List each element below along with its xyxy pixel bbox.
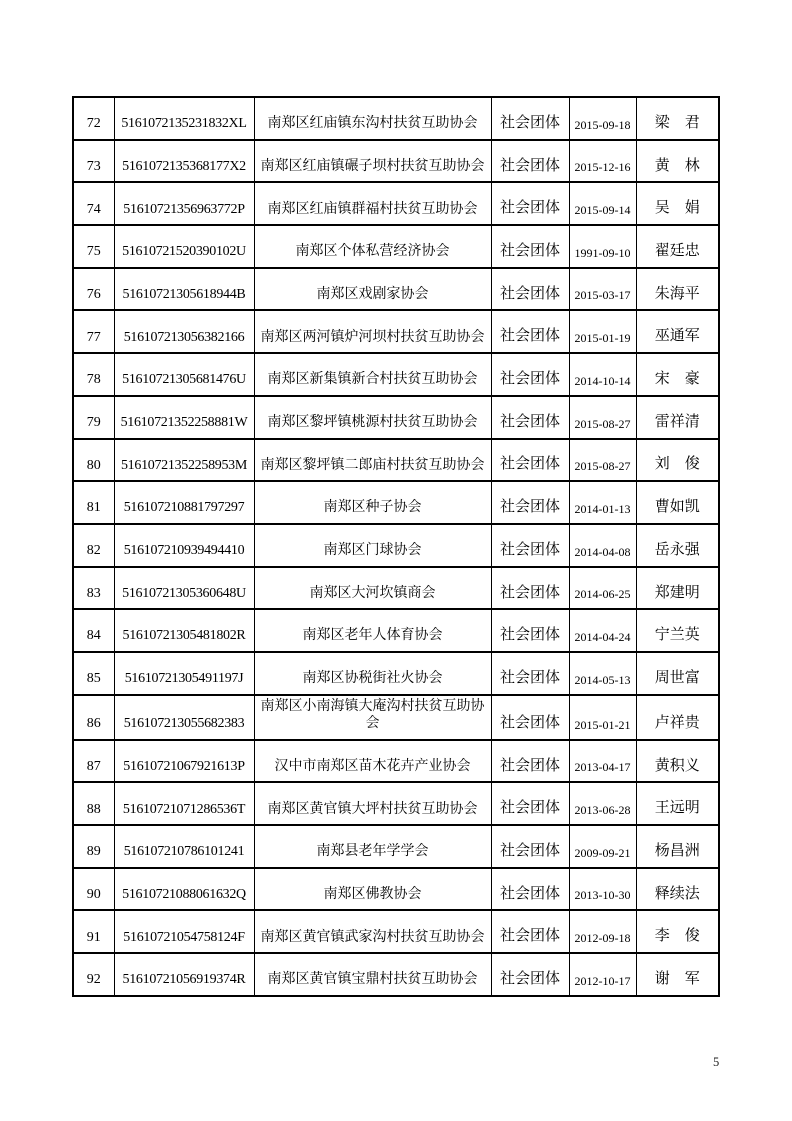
cell-index: 92: [73, 953, 114, 996]
cell-name: 南郑区黎坪镇桃源村扶贫互助协会: [254, 396, 491, 439]
cell-type: 社会团体: [491, 868, 569, 911]
cell-index: 84: [73, 609, 114, 652]
registry-table-body: [73, 97, 719, 996]
table-row: [73, 524, 719, 567]
cell-type: 社会团体: [491, 782, 569, 825]
table-row: [73, 310, 719, 353]
cell-index: 86: [73, 695, 114, 740]
cell-date: 2014-06-25: [569, 567, 636, 610]
cell-type: 社会团体: [491, 825, 569, 868]
cell-index: 87: [73, 740, 114, 783]
cell-person: 巫通军: [636, 310, 719, 353]
cell-code: 51610721067921613P: [114, 740, 254, 783]
cell-name: 南郑区佛教协会: [254, 868, 491, 911]
cell-type: 社会团体: [491, 182, 569, 225]
cell-code: 516107213055682383: [114, 695, 254, 740]
cell-date: 2014-05-13: [569, 652, 636, 695]
cell-date: 2015-01-19: [569, 310, 636, 353]
cell-name: 南郑区黄官镇武家沟村扶贫互助协会: [254, 910, 491, 953]
cell-person: 王远明: [636, 782, 719, 825]
table-row: [73, 97, 719, 140]
cell-date: 2015-09-14: [569, 182, 636, 225]
cell-name: 南郑区老年人体育协会: [254, 609, 491, 652]
cell-type: 社会团体: [491, 310, 569, 353]
cell-name: 南郑区小南海镇大庵沟村扶贫互助协会: [254, 695, 491, 740]
cell-code: 51610721056919374R: [114, 953, 254, 996]
table-row: [73, 396, 719, 439]
table-row: [73, 953, 719, 996]
cell-code: 51610721520390102U: [114, 225, 254, 268]
cell-name: 南郑区红庙镇东沟村扶贫互助协会: [254, 97, 491, 140]
cell-person: 梁 君: [636, 97, 719, 140]
cell-type: 社会团体: [491, 695, 569, 740]
cell-code: 51610721305681476U: [114, 353, 254, 396]
cell-type: 社会团体: [491, 481, 569, 524]
cell-date: 2015-01-21: [569, 695, 636, 740]
cell-date: 1991-09-10: [569, 225, 636, 268]
table-row: [73, 782, 719, 825]
cell-name: 南郑县老年学学会: [254, 825, 491, 868]
cell-code: 51610721305491197J: [114, 652, 254, 695]
table-row: [73, 652, 719, 695]
cell-code: 51610721356963772P: [114, 182, 254, 225]
cell-name: 南郑区门球协会: [254, 524, 491, 567]
cell-code: 516107210939494410: [114, 524, 254, 567]
cell-type: 社会团体: [491, 439, 569, 482]
cell-name: 南郑区黎坪镇二郎庙村扶贫互助协会: [254, 439, 491, 482]
cell-person: 翟廷忠: [636, 225, 719, 268]
cell-index: 72: [73, 97, 114, 140]
table-row: [73, 225, 719, 268]
cell-name: 南郑区新集镇新合村扶贫互助协会: [254, 353, 491, 396]
table-row: [73, 481, 719, 524]
cell-index: 79: [73, 396, 114, 439]
cell-person: 宋 豪: [636, 353, 719, 396]
cell-name: 南郑区红庙镇碾子坝村扶贫互助协会: [254, 140, 491, 183]
cell-person: 刘 俊: [636, 439, 719, 482]
table-row: [73, 439, 719, 482]
cell-name: 南郑区黄官镇宝鼎村扶贫互助协会: [254, 953, 491, 996]
table-row: [73, 695, 719, 740]
cell-type: 社会团体: [491, 140, 569, 183]
table-row: [73, 353, 719, 396]
table-row: [73, 825, 719, 868]
cell-index: 76: [73, 268, 114, 311]
cell-name: 南郑区戏剧家协会: [254, 268, 491, 311]
cell-person: 卢祥贵: [636, 695, 719, 740]
cell-index: 77: [73, 310, 114, 353]
cell-name: 南郑区种子协会: [254, 481, 491, 524]
cell-code: 51610721352258881W: [114, 396, 254, 439]
cell-index: 74: [73, 182, 114, 225]
table-row: [73, 140, 719, 183]
cell-index: 73: [73, 140, 114, 183]
cell-index: 75: [73, 225, 114, 268]
table-row: [73, 268, 719, 311]
cell-type: 社会团体: [491, 652, 569, 695]
cell-code: 516107210881797297: [114, 481, 254, 524]
cell-index: 82: [73, 524, 114, 567]
cell-code: 5161072135231832XL: [114, 97, 254, 140]
cell-index: 78: [73, 353, 114, 396]
cell-type: 社会团体: [491, 953, 569, 996]
cell-type: 社会团体: [491, 97, 569, 140]
cell-date: 2014-04-24: [569, 609, 636, 652]
cell-name: 汉中市南郑区苗木花卉产业协会: [254, 740, 491, 783]
cell-type: 社会团体: [491, 268, 569, 311]
cell-code: 51610721305481802R: [114, 609, 254, 652]
page-number: 5: [713, 1055, 720, 1069]
cell-person: 郑建明: [636, 567, 719, 610]
cell-date: 2012-10-17: [569, 953, 636, 996]
registration-table: [72, 96, 720, 997]
cell-index: 81: [73, 481, 114, 524]
cell-type: 社会团体: [491, 353, 569, 396]
cell-index: 85: [73, 652, 114, 695]
table-row: [73, 567, 719, 610]
table-row: [73, 182, 719, 225]
cell-person: 岳永强: [636, 524, 719, 567]
cell-date: 2015-12-16: [569, 140, 636, 183]
cell-name: 南郑区两河镇炉河坝村扶贫互助协会: [254, 310, 491, 353]
cell-index: 80: [73, 439, 114, 482]
cell-person: 释续法: [636, 868, 719, 911]
cell-code: 516107210786101241: [114, 825, 254, 868]
cell-index: 89: [73, 825, 114, 868]
cell-person: 朱海平: [636, 268, 719, 311]
cell-date: 2009-09-21: [569, 825, 636, 868]
cell-date: 2015-09-18: [569, 97, 636, 140]
cell-date: 2013-10-30: [569, 868, 636, 911]
cell-type: 社会团体: [491, 225, 569, 268]
cell-type: 社会团体: [491, 396, 569, 439]
cell-date: 2015-08-27: [569, 396, 636, 439]
cell-person: 宁兰英: [636, 609, 719, 652]
cell-index: 91: [73, 910, 114, 953]
table-row: [73, 868, 719, 911]
cell-date: 2015-03-17: [569, 268, 636, 311]
cell-person: 黄 林: [636, 140, 719, 183]
cell-index: 90: [73, 868, 114, 911]
cell-date: 2014-04-08: [569, 524, 636, 567]
cell-date: 2013-06-28: [569, 782, 636, 825]
cell-code: 51610721054758124F: [114, 910, 254, 953]
cell-person: 李 俊: [636, 910, 719, 953]
cell-type: 社会团体: [491, 524, 569, 567]
cell-person: 周世富: [636, 652, 719, 695]
cell-person: 杨昌洲: [636, 825, 719, 868]
cell-date: 2015-08-27: [569, 439, 636, 482]
cell-date: 2012-09-18: [569, 910, 636, 953]
cell-person: 吴 娟: [636, 182, 719, 225]
cell-code: 51610721088061632Q: [114, 868, 254, 911]
cell-index: 83: [73, 567, 114, 610]
table-row: [73, 609, 719, 652]
cell-type: 社会团体: [491, 740, 569, 783]
cell-code: 51610721352258953M: [114, 439, 254, 482]
cell-person: 黄积义: [636, 740, 719, 783]
cell-name: 南郑区大河坎镇商会: [254, 567, 491, 610]
cell-name: 南郑区黄官镇大坪村扶贫互助协会: [254, 782, 491, 825]
cell-code: 5161072135368177X2: [114, 140, 254, 183]
cell-type: 社会团体: [491, 567, 569, 610]
cell-code: 51610721305360648U: [114, 567, 254, 610]
cell-date: 2014-01-13: [569, 481, 636, 524]
cell-code: 51610721071286536T: [114, 782, 254, 825]
table-row: [73, 740, 719, 783]
table-row: [73, 910, 719, 953]
cell-code: 516107213056382166: [114, 310, 254, 353]
cell-code: 51610721305618944B: [114, 268, 254, 311]
cell-name: 南郑区红庙镇群福村扶贫互助协会: [254, 182, 491, 225]
cell-type: 社会团体: [491, 609, 569, 652]
cell-date: 2013-04-17: [569, 740, 636, 783]
cell-person: 雷祥清: [636, 396, 719, 439]
cell-name: 南郑区个体私营经济协会: [254, 225, 491, 268]
cell-type: 社会团体: [491, 910, 569, 953]
cell-index: 88: [73, 782, 114, 825]
cell-person: 曹如凯: [636, 481, 719, 524]
cell-person: 谢 军: [636, 953, 719, 996]
cell-date: 2014-10-14: [569, 353, 636, 396]
cell-name: 南郑区协税街社火协会: [254, 652, 491, 695]
